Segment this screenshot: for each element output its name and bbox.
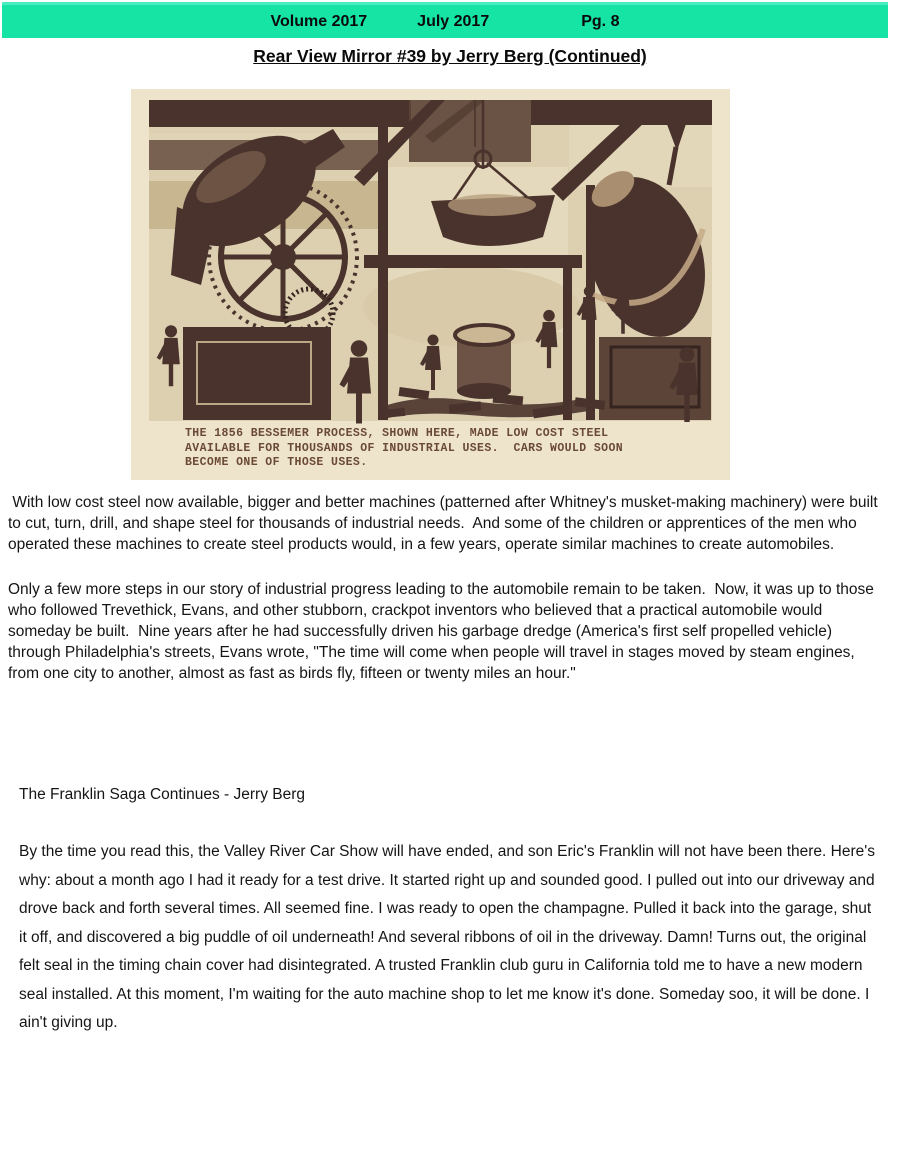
page-title: Rear View Mirror #39 by Jerry Berg (Continued) [253, 46, 647, 66]
header-issue-date: July 2017 [417, 12, 490, 30]
bessemer-figure [131, 89, 730, 480]
paragraph-low-cost-steel: With low cost steel now available, bigger and better machines (patterned after Whitney's musket-making machinery) were built to cut, turn, drill, and shape steel for thousands of industrial needs. And some of the children or apprentices of the men who operated these machines to create steel products would, in a few years, operate similar machines to create automobiles. [8, 494, 882, 553]
figure-caption [185, 427, 623, 471]
paragraph-industrial-progress: Only a few more steps in our story of industrial progress leading to the automobile remain to be taken. Now, it was up to those who followed Trevethick, Evans, and other stubborn, crackpot inventors who believed that a practical automobile would someday be built. Nine years after he had successfully driven his garbage dredge (America's first self propelled vehicle) through Philadelphia's streets, Evans wrote, "The time will come when people will travel in stages moved by steam engines, from one city to another, almost as fast as birds fly, fifteen or twenty miles an hour." [8, 581, 879, 682]
caption-line-3: BECOME ONE OF THOSE USES. [185, 456, 368, 469]
caption-line-1: THE 1856 BESSEMER PROCESS, SHOWN HERE, MADE LOW COST STEEL [185, 427, 609, 440]
header-bar [2, 2, 888, 38]
bessemer-illustration [131, 89, 730, 480]
paragraph-franklin-saga: By the time you read this, the Valley River Car Show will have ended, and son Eric's Franklin will not have been there. Here's why: about a month ago I had it ready for a test drive. It started right up and sounded good. I pulled out into our driveway and drove back and forth several times. All seemed fine. I was ready to open the champagne. Pulled it back into the garage, shut it off, and discovered a big puddle of oil underneath! And several ribbons of oil in the driveway. Damn! Turns out, the original felt seal in the timing chain cover had disintegrated. A trusted Franklin club guru in California told me to have a new modern seal installed. At this moment, I'm waiting for the auto machine shop to let me know it's done. Someday soo, it will be done. I ain't giving up. [19, 843, 880, 1031]
header-page-number: Pg. 8 [581, 12, 620, 30]
header-volume: Volume 2017 [270, 12, 368, 30]
section-heading-franklin-saga: The Franklin Saga Continues - Jerry Berg [19, 786, 306, 803]
caption-line-2: AVAILABLE FOR THOUSANDS OF INDUSTRIAL USES. CARS WOULD SOON [185, 441, 624, 455]
